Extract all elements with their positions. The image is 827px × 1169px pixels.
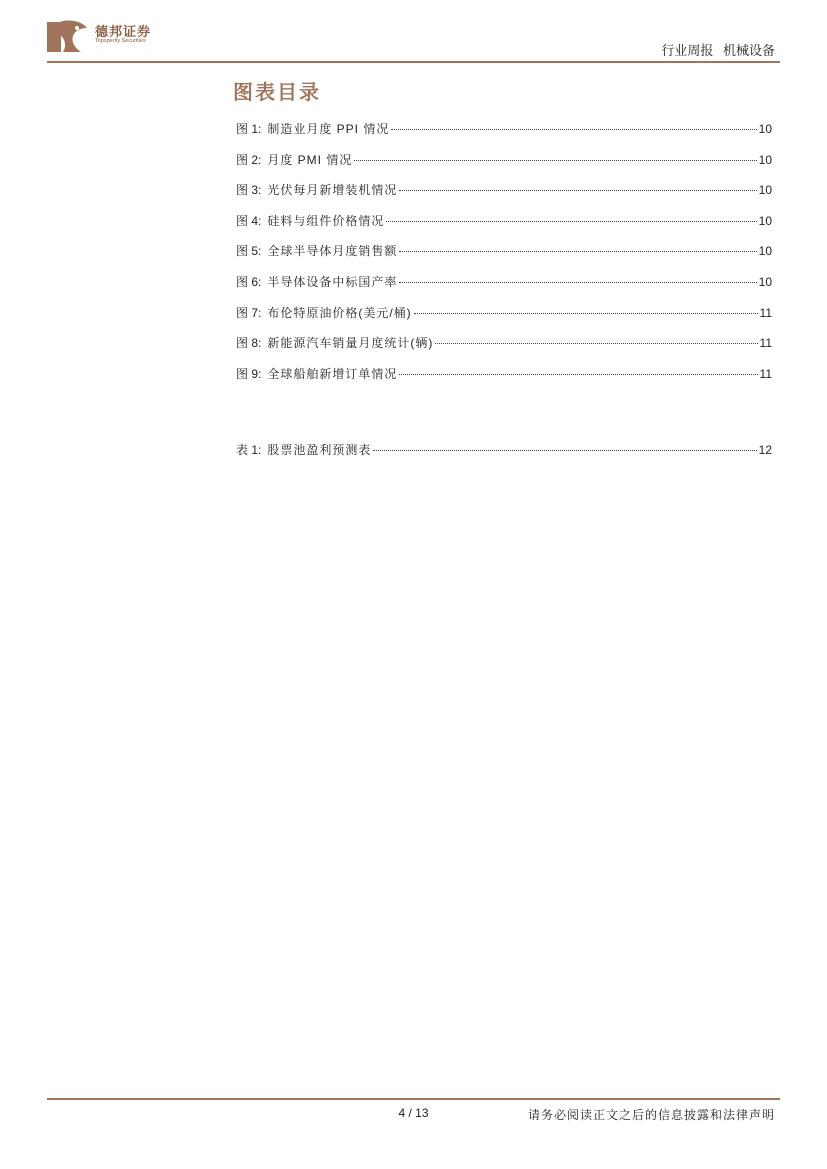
toc-entry-figure-2[interactable] (236, 151, 772, 182)
toc-entry-title: 制造业月度 PPI 情况 (267, 122, 390, 136)
toc-entry-title: 光伏每月新增装机情况 (267, 183, 398, 198)
report-type: 行业周报 (661, 43, 714, 58)
footer-disclaimer: 请务必阅读正文之后的信息披露和法律声明 (527, 1108, 775, 1122)
toc-entry-figure-7[interactable] (236, 304, 772, 335)
toc-entry-title: 布伦特原油价格(美元/桶) (267, 305, 412, 320)
toc-section-gap (236, 395, 772, 441)
dot-leader (414, 313, 758, 314)
toc-entry-figure-4[interactable] (236, 212, 772, 243)
toc-entry-title: 半导体设备中标国产率 (267, 274, 398, 289)
dot-leader (386, 221, 756, 222)
page-number: 4 / 13 (398, 1106, 429, 1120)
toc-entry-title: 全球半导体月度销售额 (267, 244, 398, 259)
toc-entry-page: 11 (759, 366, 772, 381)
toc-entry-title: 新能源汽车销量月度统计(辆) (267, 336, 434, 351)
dot-leader (399, 282, 756, 283)
toc-entry-figure-3[interactable] (236, 181, 772, 212)
toc-entry-figure-6[interactable] (236, 273, 772, 304)
footer-divider (47, 1098, 780, 1100)
dot-leader (391, 129, 756, 130)
toc-entry-label: 图 1: (236, 122, 262, 136)
toc-entry-page: 10 (758, 244, 772, 259)
toc-list (236, 120, 772, 472)
toc-entry-page: 12 (758, 443, 772, 458)
dot-leader (354, 160, 756, 161)
toc-entry-figure-8[interactable] (236, 334, 772, 365)
toc-entry-label: 图 6: (236, 274, 262, 289)
company-name-cn: 德邦证券 (95, 24, 152, 39)
toc-entry-title: 月度 PMI 情况 (267, 152, 353, 167)
company-name-en: Topsperity Securities (95, 38, 146, 44)
toc-entry-page: 11 (759, 305, 772, 320)
toc-entry-page: 10 (758, 213, 772, 228)
toc-entry-figure-5[interactable] (236, 242, 772, 273)
toc-entry-figure-9[interactable] (236, 365, 772, 396)
toc-entry-page: 10 (758, 152, 772, 167)
toc-entry-page: 11 (759, 336, 772, 351)
toc-entry-label: 图 5: (236, 244, 262, 259)
toc-entry-label: 图 4: (236, 213, 262, 228)
dot-leader (399, 251, 756, 252)
toc-entry-label: 图 2: (236, 152, 262, 167)
toc-entry-label: 表 1: (236, 443, 262, 458)
toc-entry-page: 10 (758, 122, 772, 136)
report-sector: 机械设备 (722, 43, 775, 58)
company-logo-icon (47, 18, 89, 54)
toc-entry-label: 图 3: (236, 183, 262, 198)
dot-leader (373, 450, 756, 451)
toc-entry-table-1[interactable] (236, 441, 772, 472)
header-divider (47, 61, 780, 63)
toc-entry-title: 股票池盈利预测表 (267, 443, 372, 458)
toc-title: 图表目录 (233, 80, 321, 104)
report-header (661, 40, 775, 59)
toc-entry-label: 图 7: (236, 305, 262, 320)
dot-leader (399, 190, 756, 191)
dot-leader (399, 374, 757, 375)
toc-entry-title: 硅料与组件价格情况 (267, 213, 385, 228)
toc-entry-label: 图 9: (236, 366, 262, 381)
toc-entry-page: 10 (758, 274, 772, 289)
toc-entry-figure-1[interactable] (236, 120, 772, 151)
dot-leader (435, 343, 757, 344)
toc-entry-title: 全球船舶新增订单情况 (267, 366, 398, 381)
toc-entry-page: 10 (758, 183, 772, 198)
toc-entry-label: 图 8: (236, 336, 262, 351)
